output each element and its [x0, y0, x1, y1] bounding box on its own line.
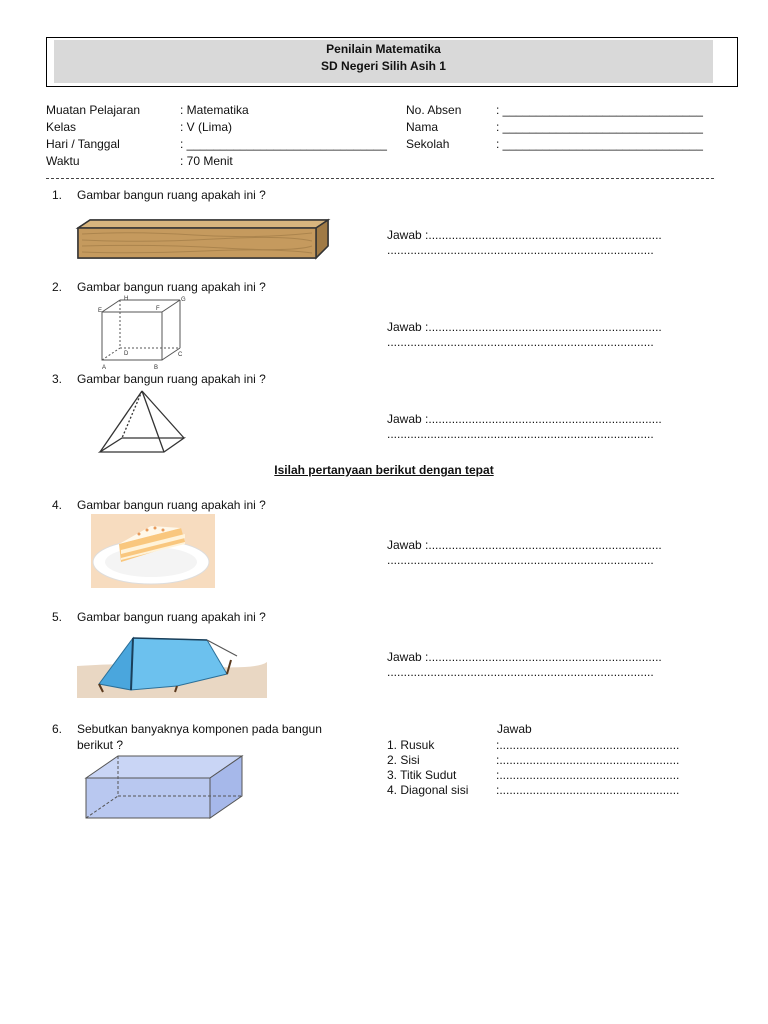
cube-label-c: C [178, 352, 183, 358]
info-value-absen: : ______________________________ [496, 103, 703, 117]
question-2-number: 2. [52, 280, 63, 294]
question-1-text: Gambar bangun ruang apakah ini ? [77, 188, 266, 202]
info-label-hari: Hari / Tanggal [46, 137, 120, 151]
q6-item-rusuk-label: 1. Rusuk [387, 738, 435, 752]
answer-5-line2[interactable]: ................................................................................ [387, 665, 654, 679]
question-5-text: Gambar bangun ruang apakah ini ? [77, 610, 266, 624]
answer-1-line1[interactable]: Jawab :...................................................................... [387, 228, 662, 242]
info-label-kelas: Kelas [46, 120, 77, 134]
question-3-text: Gambar bangun ruang apakah ini ? [77, 372, 266, 386]
wooden-beam-image [74, 208, 338, 264]
q6-item-diagonal-sisi-label: 4. Diagonal sisi [387, 783, 469, 797]
question-1-number: 1. [52, 188, 63, 202]
pyramid-image [96, 388, 188, 458]
answer-4-line2[interactable]: ................................................................................ [387, 553, 654, 567]
question-6-text: Sebutkan banyaknya komponen pada bangun [77, 722, 322, 736]
info-value-nama: : ______________________________ [496, 120, 703, 134]
answer-5-line1[interactable]: Jawab :...................................................................... [387, 650, 662, 664]
header-title: Penilain Matematika [326, 42, 441, 56]
cube-label-f: F [156, 306, 160, 312]
cake-slice-image [91, 514, 215, 588]
cube-label-e: E [98, 308, 103, 314]
answer-2-line1[interactable]: Jawab :...................................................................... [387, 320, 662, 334]
question-4-text: Gambar bangun ruang apakah ini ? [77, 498, 266, 512]
q6-item-sisi-label: 2. Sisi [387, 753, 420, 767]
info-label-absen: No. Absen [406, 103, 462, 117]
question-6-text-line2: berikut ? [77, 738, 124, 752]
info-label-sekolah: Sekolah [406, 137, 450, 151]
cube-label-d: D [124, 351, 129, 357]
header-school: SD Negeri Silih Asih 1 [321, 59, 446, 73]
info-value-waktu: : 70 Menit [180, 154, 233, 168]
info-label-nama: Nama [406, 120, 439, 134]
q6-item-sisi-answer[interactable]: :...................................................... [496, 753, 680, 767]
q6-item-diagonal-sisi-answer[interactable]: :...................................................... [496, 783, 680, 797]
labeled-cube-image [94, 294, 190, 372]
question-5-number: 5. [52, 610, 63, 624]
dashed-separator [46, 178, 714, 179]
info-value-muatan: : Matematika [180, 103, 249, 117]
cube-label-g: G [181, 297, 186, 303]
question-3-number: 3. [52, 372, 63, 386]
cube-label-b: B [154, 365, 159, 371]
answer-2-line2[interactable]: ................................................................................ [387, 335, 654, 349]
cube-label-h: H [124, 296, 129, 302]
answer-3-line2[interactable]: ................................................................................ [387, 427, 654, 441]
question-2-text: Gambar bangun ruang apakah ini ? [77, 280, 266, 294]
cube-label-a: A [102, 365, 107, 371]
q6-item-titik-sudut-answer[interactable]: :...................................................... [496, 768, 680, 782]
q6-jawab-label: Jawab [497, 722, 532, 736]
q6-item-titik-sudut-label: 3. Titik Sudut [387, 768, 457, 782]
tent-image [77, 632, 267, 698]
info-label-muatan: Muatan Pelajaran [46, 103, 141, 117]
info-value-sekolah: : ______________________________ [496, 137, 703, 151]
question-4-number: 4. [52, 498, 63, 512]
cuboid-image [80, 752, 248, 822]
q6-item-rusuk-answer[interactable]: :...................................................... [496, 738, 680, 752]
info-label-waktu: Waktu [46, 154, 80, 168]
answer-3-line1[interactable]: Jawab :...................................................................... [387, 412, 662, 426]
question-6-number: 6. [52, 722, 63, 736]
answer-4-line1[interactable]: Jawab :...................................................................... [387, 538, 662, 552]
section-heading: Isilah pertanyaan berikut dengan tepat [274, 463, 494, 477]
answer-1-line2[interactable]: ................................................................................ [387, 243, 654, 257]
info-value-hari: : ______________________________ [180, 137, 387, 151]
info-value-kelas: : V (Lima) [180, 120, 233, 134]
